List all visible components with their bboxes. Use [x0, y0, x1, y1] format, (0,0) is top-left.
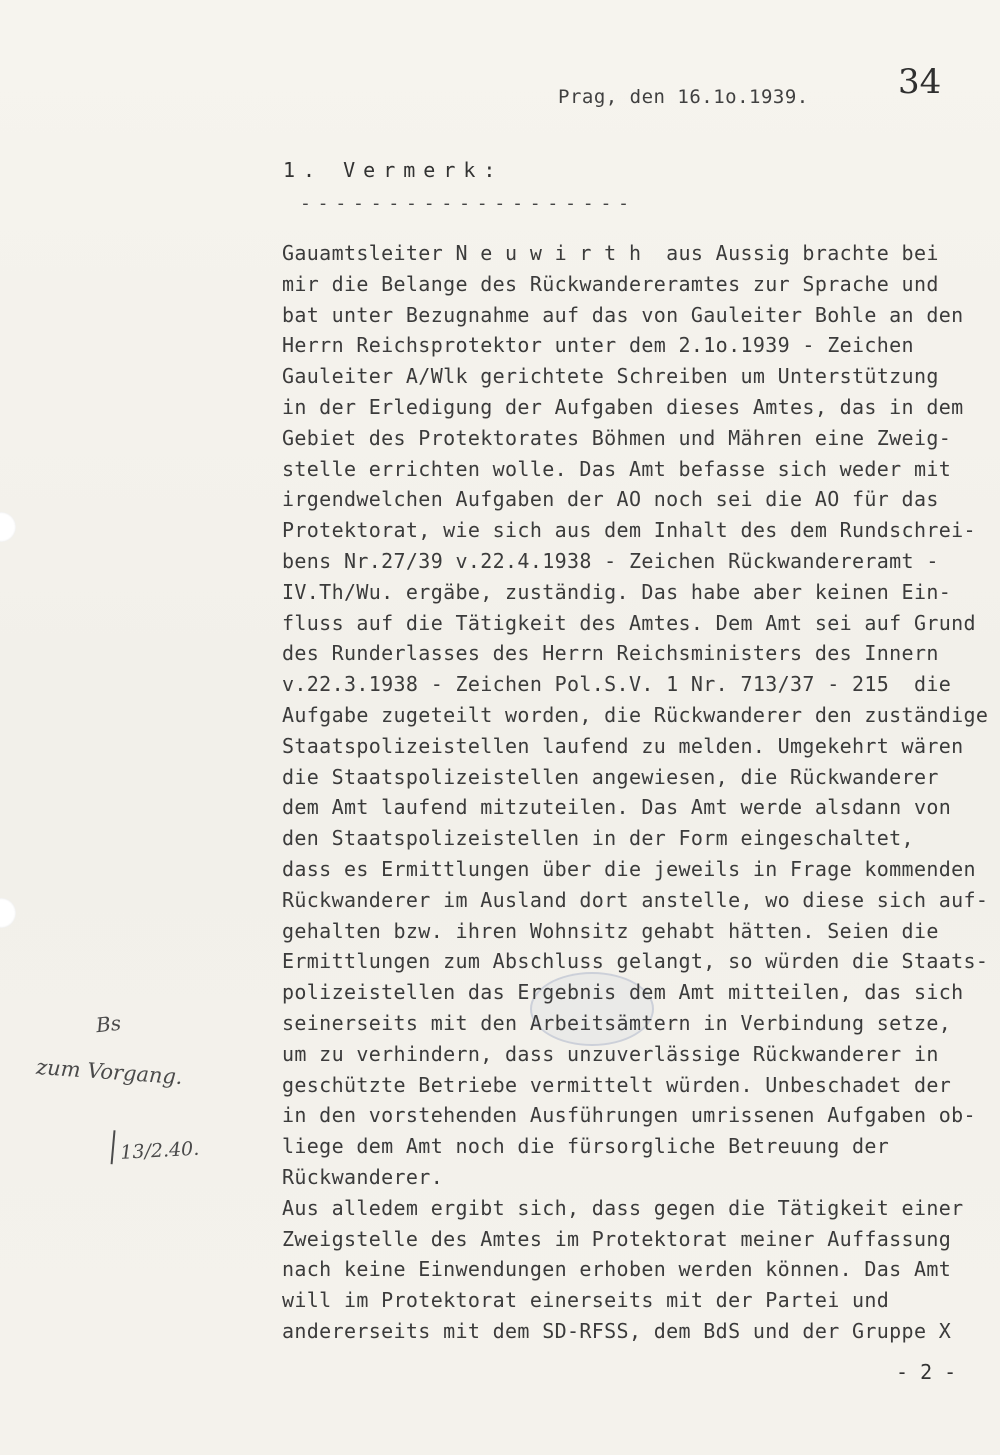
- body-line: andererseits mit dem SD-RFSS, dem BdS und der Gruppe X: [282, 1318, 952, 1343]
- body-line: bat unter Bezugnahme auf das von Gauleiter Bohle an den: [282, 302, 964, 327]
- body-line: Herrn Reichsprotektor unter dem 2.1o.1939 - Zeichen: [282, 333, 914, 358]
- body-line: liege dem Amt noch die fürsorgliche Betreuung der: [282, 1134, 890, 1159]
- body-line: in der Erledigung der Aufgaben dieses Amtes, das in dem: [282, 394, 964, 419]
- punch-hole: [0, 898, 16, 928]
- body-line: seinerseits mit den Arbeitsämtern in Verbindung setze,: [282, 1010, 952, 1035]
- body-line: Rückwanderer im Ausland dort anstelle, wo diese sich auf-: [282, 887, 989, 912]
- body-line: geschützte Betriebe vermittelt würden. Unbeschadet der: [282, 1072, 952, 1097]
- body-line: fluss auf die Tätigkeit des Amtes. Dem Amt sei auf Grund: [282, 610, 976, 635]
- handwritten-note: zum Vorgang.: [35, 1054, 184, 1090]
- body-line: irgendwelchen Aufgaben der AO noch sei die AO für das: [282, 487, 939, 512]
- body-line: Gauleiter A/Wlk gerichtete Schreiben um Unterstützung: [282, 364, 939, 389]
- memo-body: [282, 238, 994, 1347]
- body-line: Protektorat, wie sich aus dem Inhalt des dem Rundschrei-: [282, 518, 976, 543]
- body-line: Zweigstelle des Amtes im Protektorat meiner Auffassung: [282, 1226, 952, 1251]
- body-line: Aufgabe zugeteilt worden, die Rückwanderer den zuständige: [282, 702, 989, 727]
- body-line: Gauamtsleiter N e u w i r t h aus Aussig brachte bei: [282, 241, 939, 265]
- handwritten-date-text: 13/2.40.: [119, 1137, 200, 1164]
- handwritten-date: [111, 1126, 200, 1165]
- handwritten-tick: [111, 1130, 116, 1164]
- body-line: IV.Th/Wu. ergäbe, zuständig. Das habe aber keinen Ein-: [282, 579, 952, 604]
- body-line: des Runderlasses des Herrn Reichsministers des Innern: [282, 641, 939, 666]
- body-line: v.22.3.1938 - Zeichen Pol.S.V. 1 Nr. 713/37 - 215 die: [282, 672, 952, 697]
- body-line: will im Protektorat einerseits mit der Partei und: [282, 1288, 890, 1313]
- body-line: Rückwanderer.: [282, 1164, 444, 1189]
- title-underline: - - - - - - - - - - - - - - - - - - -: [300, 193, 627, 214]
- body-line: den Staatspolizeistellen in der Form eingeschaltet,: [282, 826, 914, 851]
- body-line: Staatspolizeistellen laufend zu melden. Umgekehrt wären: [282, 733, 964, 758]
- body-line: polizeistellen das Ergebnis dem Amt mitteilen, das sich: [282, 980, 964, 1005]
- document-date: Prag, den 16.1o.1939.: [558, 86, 809, 108]
- body-line: in den vorstehenden Ausführungen umrissenen Aufgaben ob-: [282, 1103, 976, 1128]
- body-line: gehalten bzw. ihren Wohnsitz gehabt hätten. Seien die: [282, 918, 939, 943]
- page-number: 34: [898, 62, 942, 102]
- body-line: bens Nr.27/39 v.22.4.1938 - Zeichen Rückwandereramt -: [282, 548, 939, 573]
- punch-hole: [0, 512, 16, 542]
- body-line: um zu verhindern, dass unzuverlässige Rückwanderer in: [282, 1041, 939, 1066]
- handwritten-initials: Bs: [94, 1010, 123, 1038]
- body-line: dem Amt laufend mitzuteilen. Das Amt werde alsdann von: [282, 795, 952, 820]
- page-title: 1. Vermerk:: [283, 158, 504, 182]
- body-line: die Staatspolizeistellen angewiesen, die Rückwanderer: [282, 764, 939, 789]
- body-line: Ermittlungen zum Abschluss gelangt, so würden die Staats-: [282, 949, 989, 974]
- body-line: mir die Belange des Rückwandereramtes zur Sprache und: [282, 271, 939, 296]
- body-line: Gebiet des Protektorates Böhmen und Mähren eine Zweig-: [282, 425, 952, 450]
- body-line: Aus alledem ergibt sich, dass gegen die Tätigkeit einer: [282, 1195, 964, 1220]
- body-line: stelle errichten wolle. Das Amt befasse sich weder mit: [282, 456, 952, 481]
- next-page-marker: - 2 -: [896, 1360, 957, 1384]
- body-line: dass es Ermittlungen über die jeweils in Frage kommenden: [282, 856, 976, 881]
- body-line: nach keine Einwendungen erhoben werden können. Das Amt: [282, 1257, 952, 1282]
